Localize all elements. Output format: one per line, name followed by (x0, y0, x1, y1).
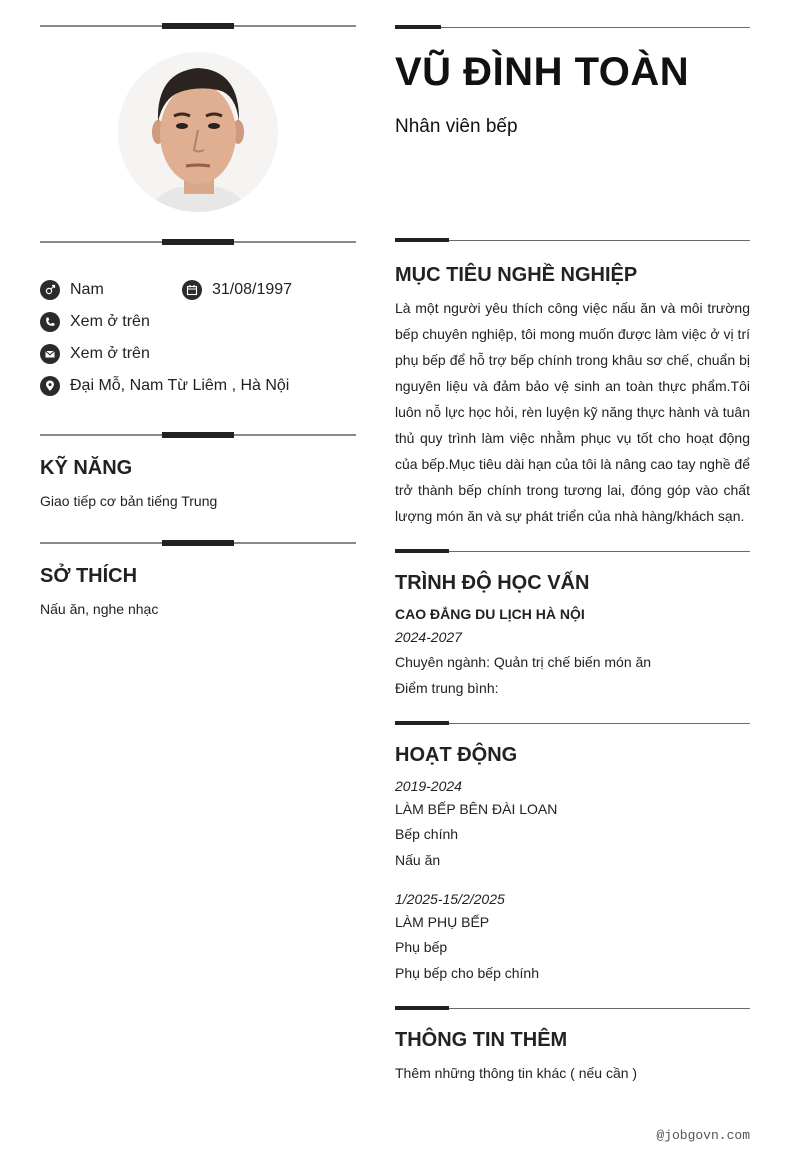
education-major: Chuyên ngành: Quản trị chế biến món ăn (395, 654, 652, 670)
additional-title: THÔNG TIN THÊM (395, 1029, 568, 1051)
birthdate-row (182, 280, 292, 300)
divider-skills (40, 428, 356, 442)
divider-top-right (395, 24, 750, 32)
gender-row (40, 280, 104, 300)
education-school: CAO ĐẲNG DU LỊCH HÀ NỘI (395, 606, 585, 622)
skills-content: Giao tiếp cơ bản tiếng Trung (40, 493, 218, 509)
watermark: @jobgovn.com (656, 1128, 750, 1143)
calendar-icon (182, 280, 202, 300)
skills-title: KỸ NĂNG (40, 457, 133, 479)
activity-name: LÀM BẾP BÊN ĐÀI LOAN (395, 801, 558, 817)
avatar (118, 52, 278, 212)
birthdate-value: 31/08/1997 (212, 281, 293, 298)
divider-hobbies (40, 536, 356, 550)
phone-icon (40, 312, 60, 332)
divider-objective (395, 237, 750, 245)
email-icon (40, 344, 60, 364)
education-title: TRÌNH ĐỘ HỌC VẤN (395, 572, 590, 594)
hobbies-content: Nấu ăn, nghe nhạc (40, 601, 159, 617)
gender-value: Nam (70, 281, 104, 298)
activity-role: Phụ bếp (395, 939, 448, 955)
divider-below-photo (40, 235, 356, 249)
divider-education (395, 548, 750, 556)
location-icon (40, 376, 60, 396)
hobbies-title: SỞ THÍCH (40, 565, 138, 587)
email-value: Xem ở trên (70, 345, 150, 362)
divider-top-left (40, 19, 356, 33)
education-gpa: Điểm trung bình: (395, 680, 499, 696)
education-period: 2024-2027 (395, 629, 462, 645)
activity-period: 2019-2024 (395, 778, 462, 794)
additional-content: Thêm những thông tin khác ( nếu cần ) (395, 1065, 638, 1081)
job-position: Nhân viên bếp (395, 116, 518, 137)
activity-role: Bếp chính (395, 826, 459, 842)
activity-description: Phụ bếp cho bếp chính (395, 965, 540, 981)
candidate-name: VŨ ĐÌNH TOÀN (395, 50, 690, 94)
phone-value: Xem ở trên (70, 313, 150, 330)
activity-description: Nấu ăn (395, 852, 441, 868)
email-row (40, 344, 150, 364)
objective-title: MỤC TIÊU NGHỀ NGHIỆP (395, 264, 638, 286)
address-row (40, 376, 289, 396)
activities-title: HOẠT ĐỘNG (395, 744, 518, 766)
divider-additional (395, 1005, 750, 1013)
divider-activities (395, 720, 750, 728)
activity-period: 1/2025-15/2/2025 (395, 891, 505, 907)
address-value: Đại Mỗ, Nam Từ Liêm , Hà Nội (70, 377, 290, 394)
activity-name: LÀM PHỤ BẾP (395, 914, 490, 930)
gender-icon (40, 280, 60, 300)
objective-content: Là một người yêu thích công việc nấu ăn và môi trường bếp chuyên nghiệp, tôi mong muốn được làm việc ở vị trí phụ bếp để hỗ trợ bếp chính trong khâu sơ chế, chuẩn bị nguyên liệu và đảm bảo vệ sinh an toàn thực phẩm.Tôi luôn nỗ lực học hỏi, rèn luyện kỹ năng thực hành và tuân thủ quy trình làm việc nhằm phục vụ tốt cho hoạt động của bếp.Mục tiêu dài hạn của tôi là nâng cao tay nghề để trở thành bếp chính trong tương lai, đóng góp vào chất lượng món ăn và sự phát triển của nhà hàng/khách sạn. (395, 300, 750, 524)
phone-row (40, 312, 150, 332)
